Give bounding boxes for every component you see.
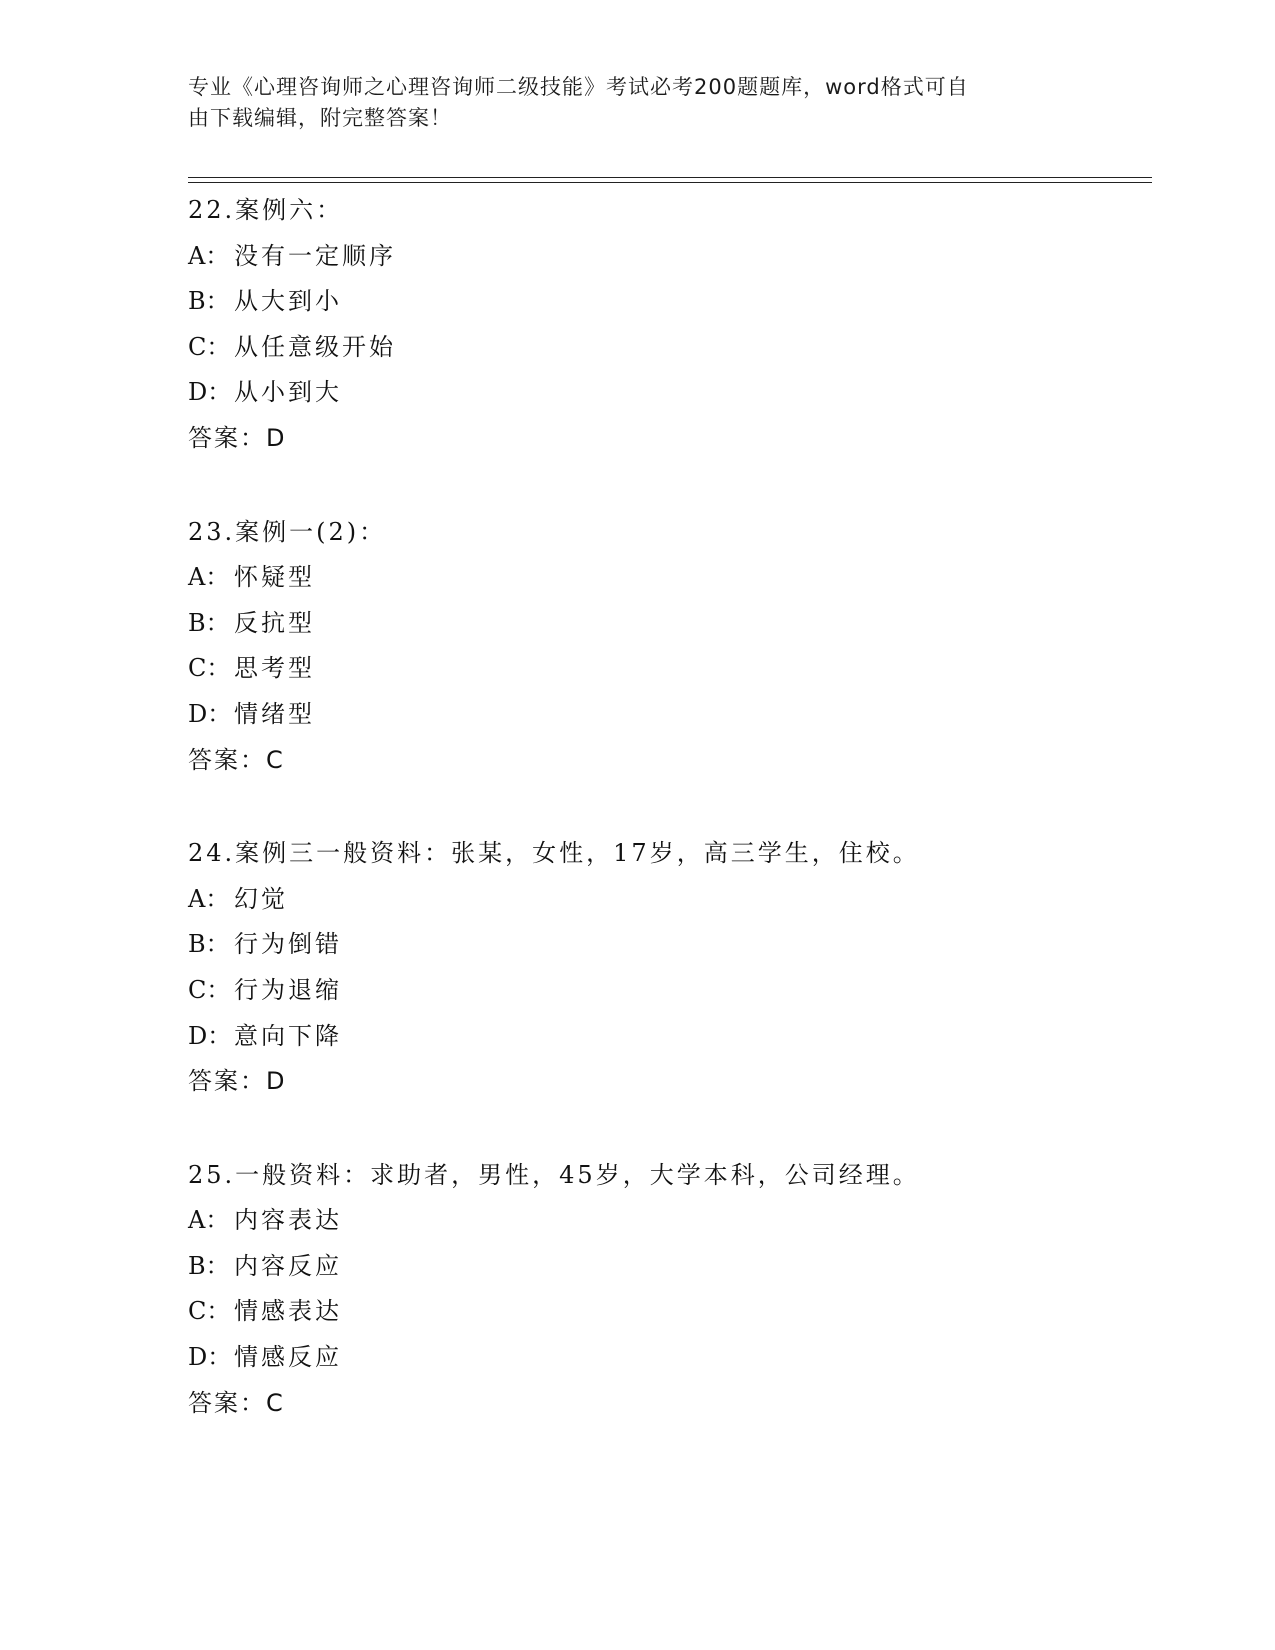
question-22: [188, 188, 1152, 462]
option-c: [188, 646, 1152, 692]
option-letter: B：: [188, 608, 230, 637]
option-text: 情感表达: [234, 1297, 342, 1326]
option-letter: D：: [188, 378, 232, 407]
option-letter: A：: [188, 563, 230, 592]
question-25: [188, 1153, 1152, 1427]
option-text: 幻觉: [234, 884, 288, 913]
option-text: 情感反应: [234, 1343, 342, 1372]
option-d: [188, 692, 1152, 738]
option-b: [188, 922, 1152, 968]
answer-line: 答案：D: [188, 1067, 287, 1096]
option-a: [188, 877, 1152, 923]
document-header: [188, 72, 1068, 134]
option-letter: A：: [188, 241, 230, 270]
question-23: [188, 510, 1152, 784]
option-text: 行为倒错: [234, 930, 342, 959]
option-c: [188, 325, 1152, 371]
option-letter: C：: [188, 975, 231, 1004]
option-text: 从大到小: [234, 287, 342, 316]
option-letter: C：: [188, 654, 231, 683]
question-24: [188, 831, 1152, 1105]
option-letter: A：: [188, 884, 230, 913]
header-line-2: 由下载编辑，附完整答案！: [188, 106, 452, 130]
option-text: 怀疑型: [234, 563, 315, 592]
option-letter: D：: [188, 1021, 232, 1050]
option-a: [188, 1198, 1152, 1244]
option-d: [188, 1335, 1152, 1381]
option-c: [188, 968, 1152, 1014]
option-letter: A：: [188, 1206, 230, 1235]
answer-line: 答案：C: [188, 1388, 285, 1417]
option-letter: C：: [188, 332, 231, 361]
option-letter: D：: [188, 699, 232, 728]
question-list: [188, 188, 1152, 1474]
question-stem: 25.一般资料：求助者，男性，45岁，大学本科，公司经理。: [188, 1160, 920, 1189]
answer-line: 答案：D: [188, 423, 287, 452]
option-d: [188, 1014, 1152, 1060]
option-text: 行为退缩: [234, 975, 342, 1004]
answer-line: 答案：C: [188, 745, 285, 774]
option-d: [188, 370, 1152, 416]
option-text: 内容反应: [234, 1251, 342, 1280]
option-letter: B：: [188, 1251, 230, 1280]
option-text: 从小到大: [234, 378, 342, 407]
header-line-1: 专业《心理咨询师之心理咨询师二级技能》考试必考200题题库，word格式可自: [188, 75, 969, 99]
option-letter: D：: [188, 1343, 232, 1372]
question-stem: 24.案例三一般资料：张某，女性，17岁，高三学生，住校。: [188, 839, 920, 868]
option-b: [188, 279, 1152, 325]
option-text: 情绪型: [234, 699, 315, 728]
option-text: 从任意级开始: [234, 332, 396, 361]
option-b: [188, 1244, 1152, 1290]
question-stem: 23.案例一(2)：: [188, 517, 387, 546]
question-stem: 22.案例六：: [188, 196, 344, 224]
option-text: 意向下降: [234, 1021, 342, 1050]
option-letter: B：: [188, 930, 230, 959]
option-a: [188, 234, 1152, 280]
option-c: [188, 1289, 1152, 1335]
option-letter: B：: [188, 287, 230, 316]
option-text: 反抗型: [234, 608, 315, 637]
option-letter: C：: [188, 1297, 231, 1326]
option-text: 没有一定顺序: [234, 241, 396, 270]
option-a: [188, 555, 1152, 601]
option-b: [188, 601, 1152, 647]
option-text: 思考型: [234, 654, 315, 683]
header-divider-bottom: [188, 182, 1152, 183]
option-text: 内容表达: [234, 1206, 342, 1235]
header-divider-top: [188, 177, 1152, 178]
